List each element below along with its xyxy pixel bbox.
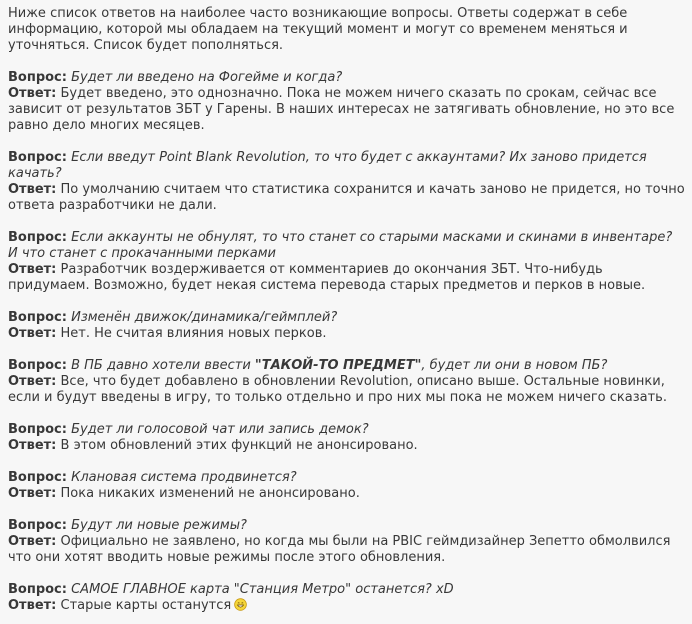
question-label: Вопрос:	[8, 358, 67, 373]
question-line	[8, 150, 686, 182]
answer-label: Ответ:	[8, 438, 57, 453]
question-text: Будет ли голосовой чат или запись демок?	[71, 422, 369, 437]
faq-item-3	[8, 230, 686, 294]
answer-label: Ответ:	[8, 262, 57, 277]
answer-text: Старые карты останутся	[60, 598, 232, 613]
answer-line	[8, 486, 686, 502]
answer-line	[8, 438, 686, 454]
answer-line	[8, 326, 686, 342]
question-text-part: , будет ли они в новом ПБ?	[421, 358, 608, 373]
grin-smiley-icon	[234, 598, 247, 611]
question-text: Будут ли новые режимы?	[71, 518, 247, 533]
question-label: Вопрос:	[8, 470, 67, 485]
question-label: Вопрос:	[8, 150, 67, 165]
question-text: Клановая система продвинется?	[71, 470, 297, 485]
question-text: САМОЕ ГЛАВНОЕ карта "Станция Метро" останется? xD	[71, 582, 454, 597]
question-text-part: В ПБ давно хотели ввести	[71, 358, 255, 373]
answer-label: Ответ:	[8, 598, 57, 613]
answer-line	[8, 182, 686, 214]
question-line	[8, 310, 686, 326]
question-text: Изменён движок/динамика/геймплей?	[71, 310, 338, 325]
question-line	[8, 422, 686, 438]
faq-item-4	[8, 310, 686, 342]
faq-item-6	[8, 422, 686, 454]
faq-item-8	[8, 518, 686, 566]
answer-line	[8, 262, 686, 294]
answer-line	[8, 374, 686, 406]
answer-text: Официально не заявлено, но когда мы были на PBIC геймдизайнер Зепетто обмолвился что они хотят вводить новые режимы после этого обновления.	[8, 534, 671, 565]
answer-text: Пока никаких изменений не анонсировано.	[60, 486, 360, 501]
question-label: Вопрос:	[8, 422, 67, 437]
question-emphasis: "ТАКОЙ-ТО ПРЕДМЕТ"	[254, 358, 422, 373]
question-line	[8, 470, 686, 486]
answer-label: Ответ:	[8, 326, 57, 341]
question-label: Вопрос:	[8, 518, 67, 533]
question-line	[8, 230, 686, 262]
faq-item-1	[8, 70, 686, 134]
intro-paragraph: Ниже список ответов на наиболее часто возникающие вопросы. Ответы содержат в себе информацию, которой мы обладаем на текущий момент и могут со временем меняться и уточняться. Список будет пополняться.	[8, 6, 628, 53]
answer-text: Все, что будет добавлено в обновлении Revolution, описано выше. Остальные новинки, если и будут введены в игру, то только отдельно и про них мы пока не можем ничего сказать.	[8, 374, 667, 405]
answer-label: Ответ:	[8, 534, 57, 549]
answer-label: Ответ:	[8, 86, 57, 101]
question-line	[8, 518, 686, 534]
question-line	[8, 582, 686, 598]
answer-text: Разработчик воздерживается от комментариев до окончания ЗБТ. Что-нибудь придумаем. Возможно, будет некая система перевода старых предметов и перков в новые.	[8, 262, 646, 293]
answer-text: Нет. Не считая влияния новых перков.	[60, 326, 327, 341]
answer-label: Ответ:	[8, 182, 57, 197]
faq-item-2	[8, 150, 686, 214]
answer-label: Ответ:	[8, 486, 57, 501]
faq-item-7	[8, 470, 686, 502]
question-label: Вопрос:	[8, 582, 67, 597]
answer-line	[8, 534, 686, 566]
question-text: Если аккаунты не обнулят, то что станет со старыми масками и скинами в инвентаре? И что станет с прокачанными перками	[8, 230, 673, 261]
question-line	[8, 358, 686, 374]
question-label: Вопрос:	[8, 70, 67, 85]
question-text: Если введут Point Blank Revolution, то что будет с аккаунтами? Их заново придется качать?	[8, 150, 647, 181]
answer-line	[8, 598, 686, 614]
answer-text: Будет введено, это однозначно. Пока не можем ничего сказать по срокам, сейчас все зависит от результатов ЗБТ у Гарены. В наших интересах не затягивать обновление, но это все равно дело многих месяцев.	[8, 86, 675, 133]
faq-item-5	[8, 358, 686, 406]
answer-text: По умолчанию считаем что статистика сохранится и качать заново не придется, но точно ответа разработчики не дали.	[8, 182, 685, 213]
answer-line	[8, 86, 686, 134]
faq-item-9	[8, 582, 686, 614]
question-label: Вопрос:	[8, 310, 67, 325]
answer-text: В этом обновлений этих функций не анонсировано.	[60, 438, 418, 453]
question-label: Вопрос:	[8, 230, 67, 245]
question-text: Будет ли введено на Фогейме и когда?	[71, 70, 343, 85]
question-line	[8, 70, 686, 86]
answer-label: Ответ:	[8, 374, 57, 389]
